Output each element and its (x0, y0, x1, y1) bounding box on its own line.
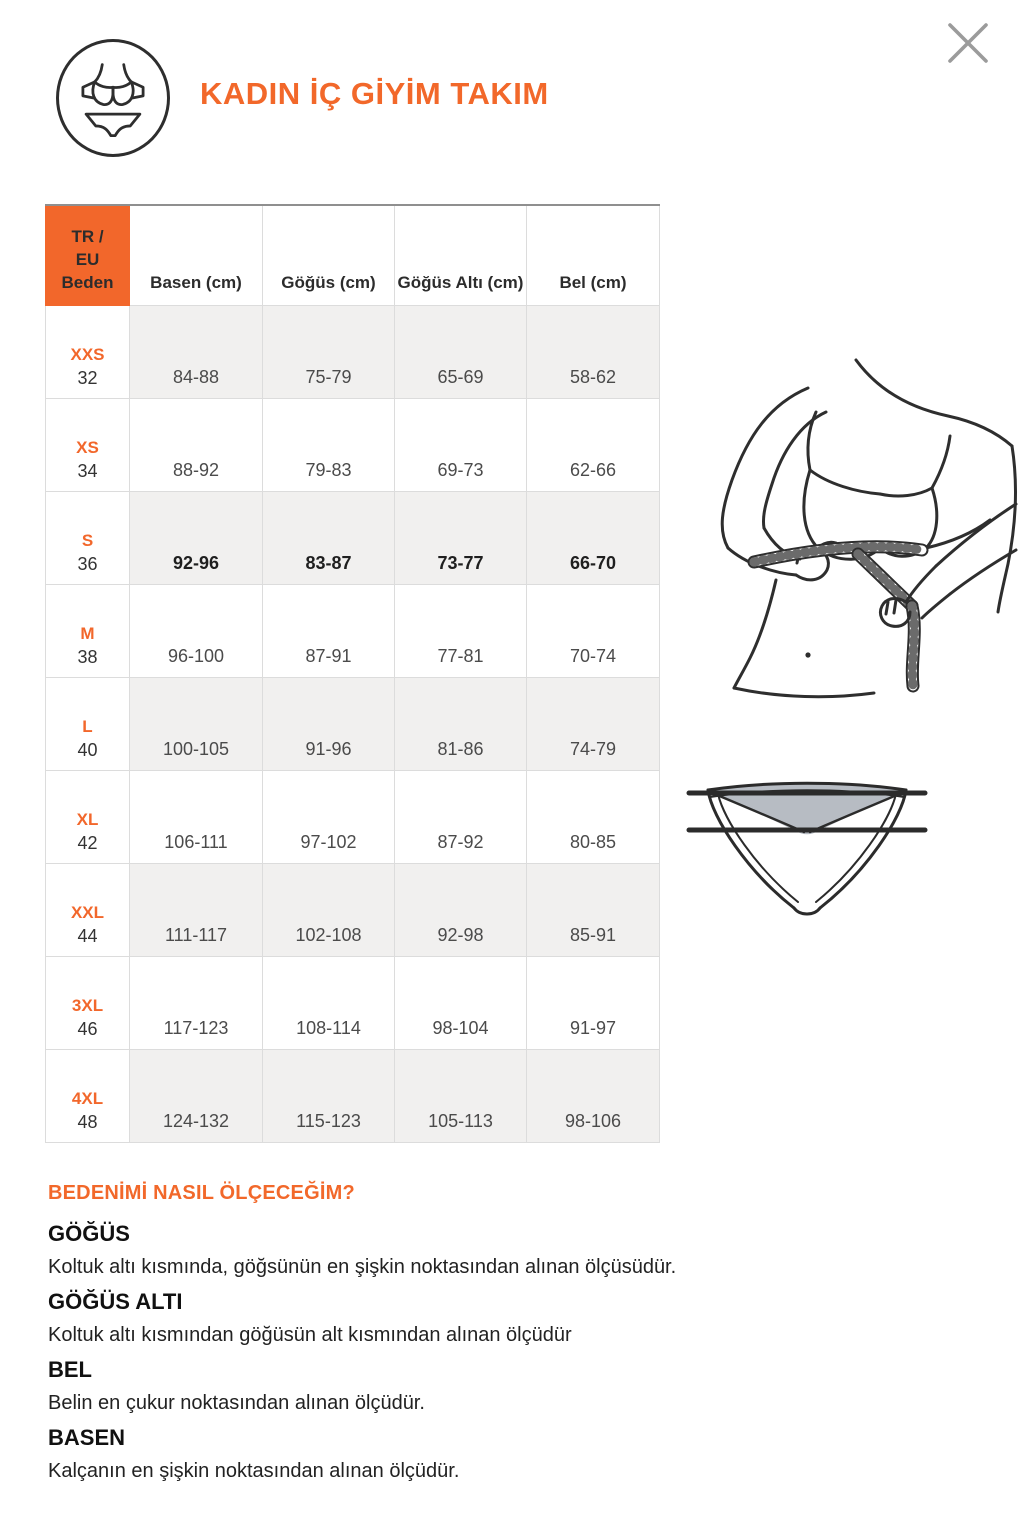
bust-measurement-illustration (658, 352, 1020, 700)
column-header-gogus: Göğüs (cm) (263, 205, 395, 305)
corner-line: TR / (71, 226, 104, 246)
measurement-cell: 85-91 (527, 863, 660, 956)
table-header-row (46, 205, 660, 305)
measurement-cell: 62-66 (527, 398, 660, 491)
size-label: XXS (70, 345, 105, 365)
eu-size-label: 46 (77, 1019, 98, 1040)
eu-size-label: 34 (77, 461, 98, 482)
measurement-cell: 66-70 (527, 491, 660, 584)
size-cell (46, 584, 130, 677)
eu-size-label: 42 (77, 833, 98, 854)
column-header-gogus-alti: Göğüs Altı (cm) (395, 205, 527, 305)
measurement-cell: 77-81 (395, 584, 527, 677)
eu-size-label: 32 (77, 368, 98, 389)
measurement-cell: 97-102 (263, 770, 395, 863)
measurement-cell: 80-85 (527, 770, 660, 863)
measurement-cell: 81-86 (395, 677, 527, 770)
size-cell (46, 491, 130, 584)
size-cell (46, 956, 130, 1049)
table-row (46, 863, 660, 956)
measurement-cell: 69-73 (395, 398, 527, 491)
measurement-cell: 105-113 (395, 1049, 527, 1142)
guide-term-gogus-alti: GÖĞÜS ALTI (48, 1289, 183, 1314)
size-label: M (80, 624, 95, 644)
eu-size-label: 40 (77, 740, 98, 761)
measurement-cell: 108-114 (263, 956, 395, 1049)
size-cell (46, 305, 130, 398)
eu-size-label: 38 (77, 647, 98, 668)
guide-definition-gogus: Koltuk altı kısmında, göğsünün en şişkin noktasından alınan ölçüsüdür. (48, 1256, 677, 1278)
size-label: S (81, 531, 94, 551)
table-row (46, 956, 660, 1049)
table-row (46, 305, 660, 398)
measurement-cell: 87-91 (263, 584, 395, 677)
table-row (46, 1049, 660, 1142)
measurement-cell: 87-92 (395, 770, 527, 863)
measurement-cell: 83-87 (263, 491, 395, 584)
eu-size-label: 44 (77, 926, 98, 947)
measurement-cell: 117-123 (130, 956, 263, 1049)
panty-measurement-illustration (686, 762, 928, 930)
size-label: L (82, 717, 93, 737)
measurement-cell: 111-117 (130, 863, 263, 956)
table-row (46, 677, 660, 770)
size-label: XS (76, 438, 99, 458)
measurement-cell: 98-104 (395, 956, 527, 1049)
table-row-highlighted (46, 491, 660, 584)
measurement-cell: 58-62 (527, 305, 660, 398)
guide-definition-basen: Kalçanın en şişkin noktasından alınan ölçüdür. (48, 1460, 460, 1482)
bra-and-panties-icon (70, 55, 156, 141)
table-row (46, 584, 660, 677)
measurement-cell: 75-79 (263, 305, 395, 398)
measurement-cell: 96-100 (130, 584, 263, 677)
corner-line: EU (75, 249, 100, 269)
guide-heading: BEDENİMİ NASIL ÖLÇECEĞİM? (48, 1182, 355, 1204)
measurement-cell: 88-92 (130, 398, 263, 491)
measurement-cell: 92-98 (395, 863, 527, 956)
guide-term-basen: BASEN (48, 1425, 126, 1450)
size-label: XXL (70, 903, 105, 923)
guide-definition-bel: Belin en çukur noktasından alınan ölçüdür. (48, 1392, 425, 1414)
measurement-cell: 91-96 (263, 677, 395, 770)
measurement-cell: 102-108 (263, 863, 395, 956)
guide-term-bel: BEL (48, 1357, 92, 1382)
size-cell (46, 398, 130, 491)
size-label: XL (76, 810, 99, 830)
size-table (45, 204, 660, 1143)
guide-term-gogus: GÖĞÜS (48, 1221, 130, 1246)
measurement-cell: 65-69 (395, 305, 527, 398)
corner-line: Beden (61, 272, 114, 292)
eu-size-label: 36 (77, 554, 98, 575)
table-row (46, 770, 660, 863)
measurement-cell: 100-105 (130, 677, 263, 770)
measurement-cell: 98-106 (527, 1049, 660, 1142)
column-header-basen: Basen (cm) (130, 205, 263, 305)
measurement-cell: 115-123 (263, 1049, 395, 1142)
close-icon[interactable] (942, 18, 994, 68)
size-label: 4XL (71, 1089, 104, 1109)
page-title: KADIN İÇ GİYİM TAKIM (200, 76, 549, 111)
measurement-cell: 74-79 (527, 677, 660, 770)
measurement-cell: 79-83 (263, 398, 395, 491)
measurement-cell: 92-96 (130, 491, 263, 584)
size-cell (46, 863, 130, 956)
size-label: 3XL (71, 996, 104, 1016)
measurement-cell: 73-77 (395, 491, 527, 584)
size-cell (46, 770, 130, 863)
table-row (46, 398, 660, 491)
size-cell (46, 677, 130, 770)
measurement-cell: 84-88 (130, 305, 263, 398)
measurement-cell: 106-111 (130, 770, 263, 863)
measurement-cell: 70-74 (527, 584, 660, 677)
column-header-bel: Bel (cm) (527, 205, 660, 305)
eu-size-label: 48 (77, 1112, 98, 1133)
measure-guide (48, 1182, 958, 1488)
measurement-cell: 91-97 (527, 956, 660, 1049)
size-cell (46, 1049, 130, 1142)
guide-definition-gogus-alti: Koltuk altı kısmından göğüsün alt kısmından alınan ölçüdür (48, 1324, 572, 1346)
measurement-cell: 124-132 (130, 1049, 263, 1142)
table-corner-cell (46, 205, 130, 305)
category-badge (56, 39, 170, 157)
